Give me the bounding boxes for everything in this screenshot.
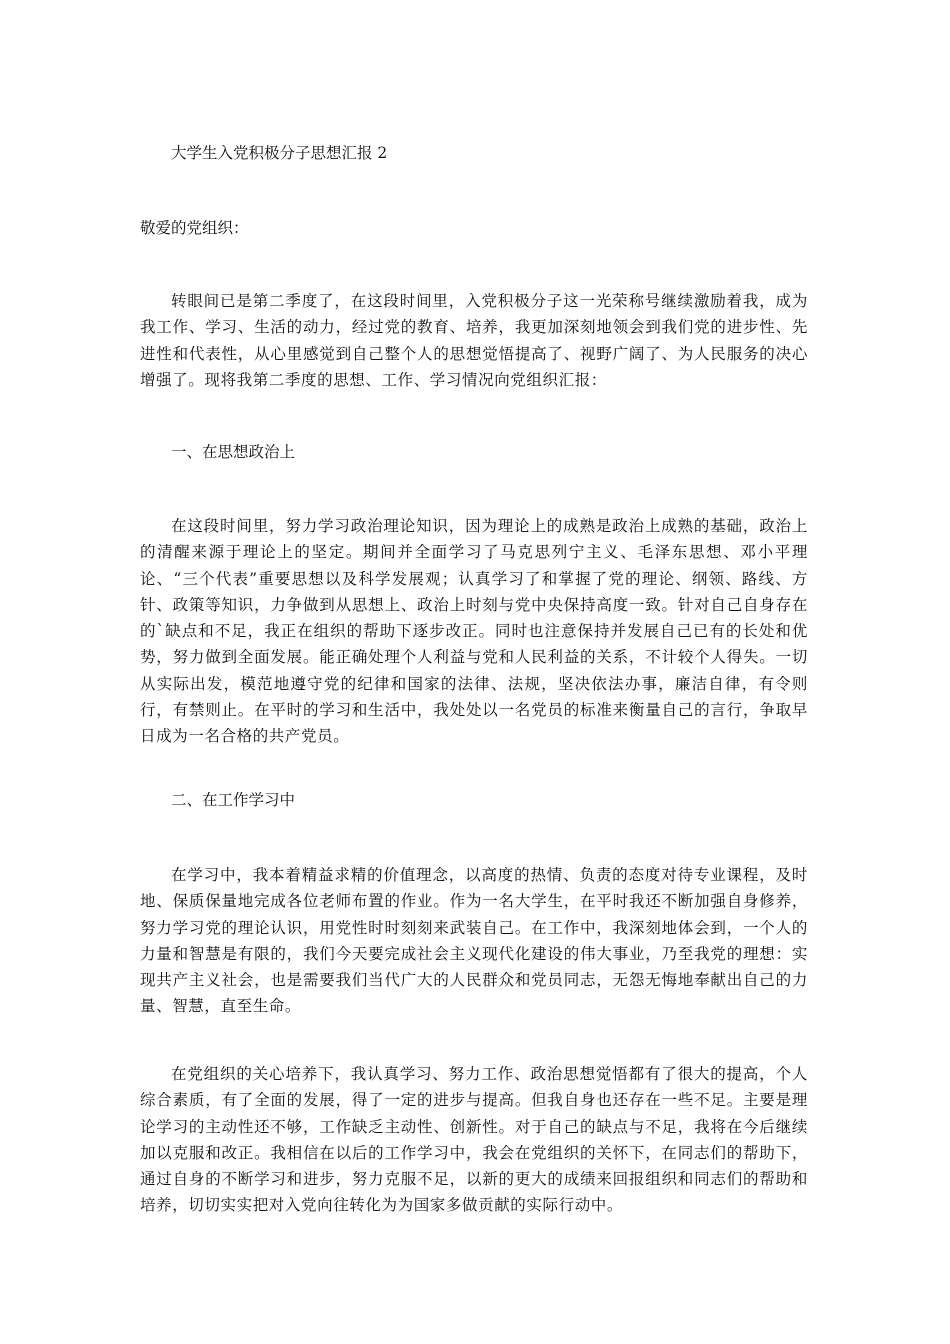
document-title: 大学生入党积极分子思想汇报 2 — [171, 144, 388, 162]
section1-heading: 一、在思想政治上 — [171, 443, 296, 461]
salutation: 敬爱的党组织： — [140, 219, 249, 237]
section1-paragraph: 在这段时间里，努力学习政治理论知识，因为理论上的成熟是政治上成熟的基础，政治上的清醒来源于理论上的坚定。期间并全面学习了马克思列宁主义、毛泽东思想、邓小平理论、“三个代表”重要思想以及科学发展观；认真学习了和掌握了党的理论、纲领、路线、方针、政策等知识，力争做到从思想上、政治上时刻与党中央保持高度一致。针对自己自身存在的`缺点和不足，我正在组织的帮助下逐步改正。同时也注意保持并发展自己已有的长处和优势，努力做到全面发展。能正确处理个人利益与党和人民利益的关系，不计较个人得失。一切从实际出发，模范地遵守党的纪律和国家的法律、法规，坚决依法办事，廉洁自律，有令则行，有禁则止。在平时的学习和生活中，我处处以一名党员的标准来衡量自己的言行，争取早日成为一名合格的共产党员。 — [140, 517, 808, 746]
intro-paragraph: 转眼间已是第二季度了，在这段时间里，入党积极分子这一光荣称号继续激励着我，成为我工作、学习、生活的动力，经过党的教育、培养，我更加深刻地领会到我们党的进步性、先进性和代表性，从心里感觉到自己整个人的思想觉悟提高了、视野广阔了、为人民服务的决心增强了。现将我第二季度的思想、工作、学习情况向党组织汇报： — [140, 292, 808, 389]
closing-paragraph: 在党组织的关心培养下，我认真学习、努力工作、政治思想觉悟都有了很大的提高，个人综合素质，有了全面的发展，得了一定的进步与提高。但我自身也还存在一些不足。主要是理论学习的主动性还不够，工作缺乏主动性、创新性。对于自己的缺点与不足，我将在今后继续加以克服和改正。我相信在以后的工作学习中，我会在党组织的关怀下，在同志们的帮助下，通过自身的不断学习和进步，努力克服不足，以新的更大的成绩来回报组织和同志们的帮助和培养，切切实实把对入党向往转化为为国家多做贡献的实际行动中。 — [140, 1065, 808, 1215]
section2-paragraph: 在学习中，我本着精益求精的价值理念，以高度的热情、负责的态度对待专业课程，及时地、保质保量地完成各位老师布置的作业。作为一名大学生，在平时我还不断加强自身修养，努力学习党的理论认识，用党性时时刻刻来武装自己。在工作中，我深刻地体会到，一个人的力量和智慧是有限的，我们今天要完成社会主义现代化建设的伟大事业，乃至我党的理想：实现共产主义社会，也是需要我们当代广大的人民群众和党员同志，无怨无悔地奉献出自己的力量、智慧，直至生命。 — [140, 866, 808, 1016]
section2-heading: 二、在工作学习中 — [171, 791, 296, 809]
